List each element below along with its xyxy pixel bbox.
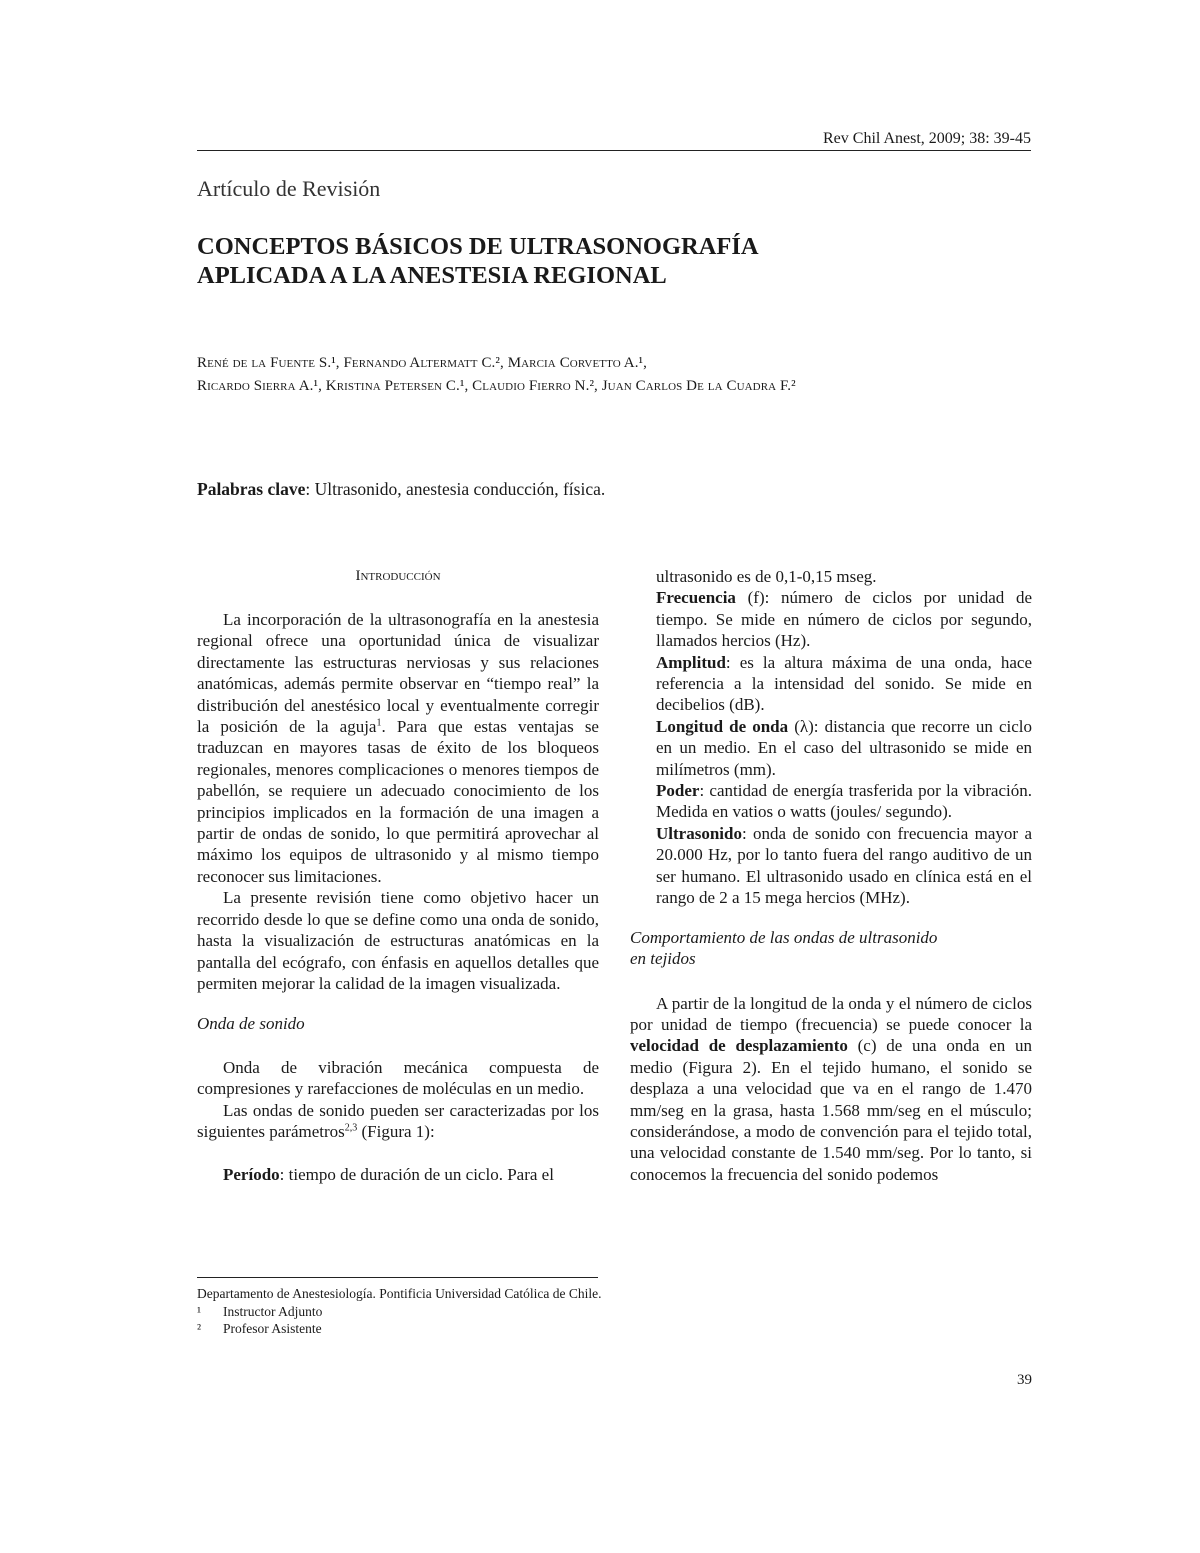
longitud-text: (λ): distancia que recorre un ciclo en un medio. En el caso del ultrasonido se mide en milímetros (mm). — [656, 716, 1032, 779]
keywords — [197, 479, 605, 500]
longitud-definition — [630, 716, 1032, 780]
article-type: Artículo de Revisión — [197, 176, 381, 201]
periodo-continuation: ultrasonido es de 0,1-0,15 mseg. — [656, 567, 877, 586]
poder-label: Poder — [656, 781, 700, 801]
page-number: 39 — [1017, 1372, 1032, 1388]
right-column — [630, 566, 1032, 1185]
footnote-1-mark: ¹ — [197, 1303, 202, 1319]
section-title-introduccion: Introducción — [355, 568, 441, 584]
comp-p1-bold: velocidad de desplazamiento — [630, 1036, 848, 1056]
subsection-title-onda: Onda de sonido — [197, 1014, 305, 1034]
amplitud-definition — [630, 652, 1032, 716]
authors-line-2: Ricardo Sierra A.¹, Kristina Petersen C.¹, Claudio Fierro N.², Juan Carlos De la Cuadra F.² — [197, 378, 796, 394]
onda-p2-text-a: Las ondas de sonido pueden ser caracterizadas por los siguientes parámetros — [197, 1100, 599, 1141]
periodo-definition — [197, 1164, 599, 1185]
subsection-title-comportamiento — [630, 927, 1032, 969]
intro-p1-text-a: La incorporación de la ultrasonografía en la anestesia regional ofrece una oportunidad única de visualizar directamente las estructuras nerviosas y sus relaciones anatómicas, además permite observar en “tiempo real” la distribución del anestésico local y eventualmente corregir la posición de la aguja — [197, 610, 599, 737]
affiliation-note: Departamento de Anestesiología. Pontificia Universidad Católica de Chile. — [197, 1286, 602, 1301]
periodo-text: : tiempo de duración de un ciclo. Para el — [279, 1165, 554, 1185]
subsection-line-1: Comportamiento de las ondas de ultrasonido — [630, 927, 938, 947]
intro-paragraph-2: La presente revisión tiene como objetivo hacer un recorrido desde lo que se define como una onda de sonido, hasta la visualización de estructuras anatómicas en la pantalla del ecógrafo, con énfasis en aquellos detalles que permiten mejorar la calidad de la imagen visualizada. — [197, 888, 599, 993]
footnote-2-text: Profesor Asistente — [223, 1321, 322, 1336]
ultrasonido-label: Ultrasonido — [656, 823, 742, 843]
ultrasonido-text: : onda de sonido con frecuencia mayor a 20.000 Hz, por lo tanto fuera del rango auditivo de un ser humano. El ultrasonido usado en clínica está en el rango de 2 a 15 mega hercios (MHz). — [656, 823, 1032, 908]
poder-definition — [630, 780, 1032, 823]
footnote-rule — [197, 1277, 598, 1278]
frecuencia-label: Frecuencia — [656, 588, 736, 608]
keywords-text: : Ultrasonido, anestesia conducción, física. — [305, 479, 606, 499]
authors-line-1: René de la Fuente S.¹, Fernando Altermatt C.², Marcia Corvetto A.¹, — [197, 355, 648, 371]
onda-paragraph-2 — [197, 1100, 599, 1143]
journal-reference: Rev Chil Anest, 2009; 38: 39-45 — [823, 130, 1031, 147]
title-line-2: APLICADA A LA ANESTESIA REGIONAL — [197, 262, 667, 289]
comportamiento-paragraph — [630, 993, 1032, 1186]
title-line-1: CONCEPTOS BÁSICOS DE ULTRASONOGRAFÍA — [197, 233, 759, 260]
ultrasonido-definition — [630, 823, 1032, 909]
footnote-2 — [197, 1320, 602, 1338]
frecuencia-definition — [630, 587, 1032, 651]
onda-p2-text-b: (Figura 1): — [357, 1121, 435, 1141]
longitud-label: Longitud de onda — [656, 716, 789, 736]
article-title — [197, 232, 997, 290]
onda-paragraph-1: Onda de vibración mecánica compuesta de compresiones y rarefacciones de moléculas en un medio. — [197, 1057, 599, 1099]
comp-p1-text-a: A partir de la longitud de la onda y el número de ciclos por unidad de tiempo (frecuencia) se puede conocer la — [630, 993, 1032, 1034]
amplitud-label: Amplitud — [656, 652, 726, 672]
intro-p1-text-b: . Para que estas ventajas se traduzcan en mayores tasas de éxito de los bloqueos regionales, menores complicaciones o menores tiempos de pabellón, se requiere un adecuado conocimiento de los principios implicados en la formación de una imagen a partir de ondas de sonido, lo que permitirá aprovechar al máximo los equipos de ultrasonido y al mismo tiempo reconocer sus limitaciones. — [197, 717, 599, 886]
left-column — [197, 566, 599, 1186]
intro-paragraph-1 — [197, 609, 599, 887]
comp-p1-text-b: (c) de una onda en un medio (Figura 2). En el tejido humano, el sonido se desplaza a una velocidad que va en el rango de 1.470 mm/seg en la grasa, hasta 1.568 mm/seg en el músculo; considerándose, a modo de convención para el tejido total, una velocidad constante de 1.540 mm/seg. Por lo tanto, si conocemos la frecuencia del sonido podemos — [630, 1036, 1032, 1184]
author-list — [197, 352, 796, 398]
footnote-1-text: Instructor Adjunto — [223, 1303, 323, 1319]
citation-ref: 1 — [376, 717, 382, 729]
keywords-label: Palabras clave — [197, 479, 306, 499]
header-rule — [197, 150, 1031, 151]
periodo-label: Período — [223, 1165, 280, 1185]
footnote-1 — [197, 1303, 602, 1321]
amplitud-text: : es la altura máxima de una onda, hace referencia a la intensidad del sonido. Se mide en decibelios (dB). — [656, 652, 1032, 715]
frecuencia-text: (f): número de ciclos por unidad de tiempo. Se mide en número de ciclos por segundo, llamados hercios (Hz). — [656, 588, 1032, 651]
poder-text: : cantidad de energía trasferida por la vibración. Medida en vatios o watts (joules/ segundo). — [656, 781, 1032, 822]
footnote-2-mark: ² — [197, 1321, 202, 1336]
footnotes — [197, 1285, 602, 1338]
citation-ref: 2,3 — [344, 1122, 358, 1134]
subsection-line-2: en tejidos — [630, 948, 696, 968]
